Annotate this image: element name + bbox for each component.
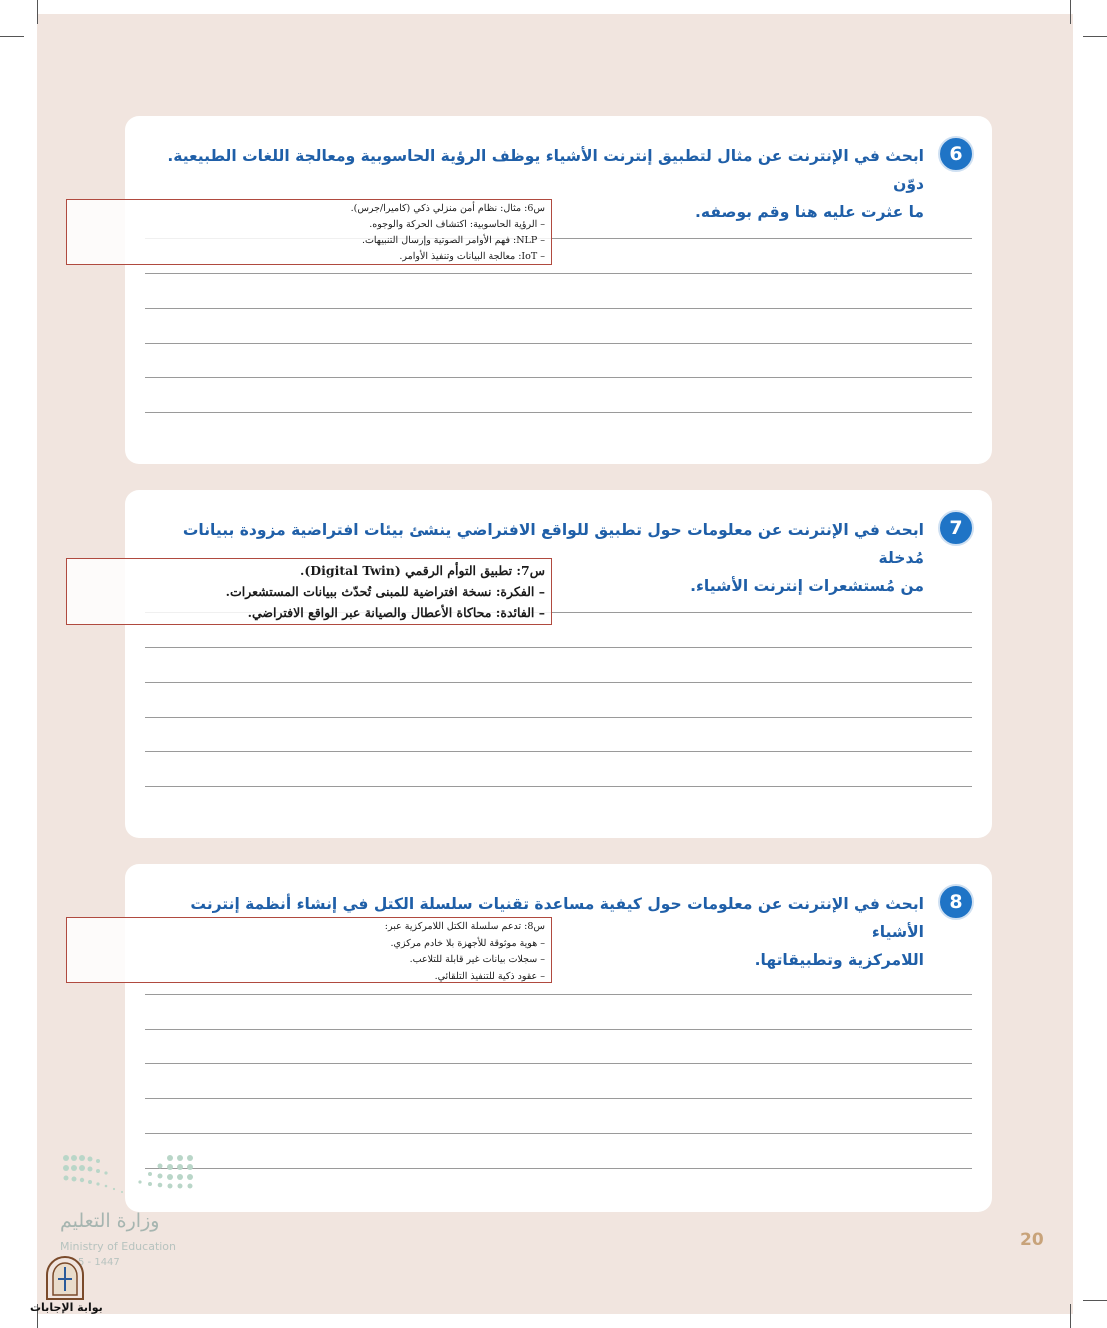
question-text-line-2: ما عثرت عليه هنا وقم بوصفه.: [695, 203, 924, 221]
answer-line: [145, 1168, 972, 1169]
answer-line-text: س8: تدعم سلسلة الكتل اللامركزية عبر:: [384, 921, 545, 932]
question-text-line-2: من مُستشعرات إنترنت الأشياء.: [690, 577, 924, 595]
answer-line: [145, 717, 972, 718]
edition-year: 5 - 1447: [78, 1257, 120, 1268]
ministry-logo-icon: [60, 1152, 200, 1202]
answer-line: [145, 647, 972, 648]
question-number-badge: 8: [938, 884, 974, 920]
ministry-name-arabic: وزارة التعليم: [60, 1210, 160, 1232]
answer-line: [145, 682, 972, 683]
answer-line: [145, 1098, 972, 1099]
question-number-badge: 7: [938, 510, 974, 546]
answer-box-8: [66, 917, 552, 983]
page-number: 20: [1020, 1230, 1044, 1250]
answer-box-6: [66, 199, 552, 265]
answer-line-text: – IoT: معالجة البيانات وتنفيذ الأوامر.: [399, 251, 545, 262]
portal-logo-icon: [43, 1255, 87, 1301]
answer-line-text: – NLP: فهم الأوامر الصوتية وإرسال التنبيهات.: [361, 235, 545, 246]
answer-line: [145, 1133, 972, 1134]
crop-mark: [37, 0, 38, 24]
answer-line-text: – هوية موثوقة للأجهزة بلا خادم مركزي.: [390, 937, 545, 949]
answer-line: [145, 273, 972, 274]
question-card-7: [125, 490, 992, 838]
crop-mark: [0, 36, 24, 37]
answer-line: [145, 994, 972, 995]
question-text-line-1: ابحث في الإنترنت عن معلومات حول كيفية مساعدة تقنيات سلسلة الكتل في إنشاء أنظمة إنترنت الأشياء: [190, 895, 924, 941]
question-text-line-1: ابحث في الإنترنت عن معلومات حول تطبيق للواقع الافتراضي ينشئ بيئات افتراضية مزودة ببيانات مُدخلة: [182, 521, 924, 567]
crop-mark: [1070, 0, 1071, 24]
crop-mark: [1083, 36, 1107, 37]
answer-line: [145, 412, 972, 413]
portal-label: بوابة الإجابات: [30, 1301, 103, 1314]
ministry-name-english: Ministry of Education: [60, 1240, 177, 1253]
answer-line-text: – عقود ذكية للتنفيذ التلقائي.: [434, 970, 545, 982]
answer-line-text: – الفائدة: محاكاة الأعطال والصيانة عبر الواقع الافتراضي.: [247, 605, 545, 620]
answer-line-text: – الرؤية الحاسوبية: اكتشاف الحركة والوجوه.: [369, 219, 545, 230]
answer-line: [145, 1063, 972, 1064]
question-text-line-2: اللامركزية وتطبيقاتها.: [754, 951, 924, 969]
answer-line: [145, 343, 972, 344]
answer-line-text: – سجلات بيانات غير قابلة للتلاعب.: [409, 954, 545, 965]
answer-line: [145, 377, 972, 378]
answer-line: [145, 1029, 972, 1030]
question-text-line-1: ابحث في الإنترنت عن مثال لتطبيق إنترنت الأشياء يوظف الرؤية الحاسوبية ومعالجة اللغات الطبيعية. دوّن: [167, 147, 924, 193]
crop-mark: [1083, 1300, 1107, 1301]
question-number-badge: 6: [938, 136, 974, 172]
answer-line-text: س6: مثال: نظام أمن منزلي ذكي (كاميرا/جرس).: [350, 203, 545, 214]
answer-box-7: [66, 558, 552, 625]
answer-line-text: – الفكرة: نسخة افتراضية للمبنى تُحدّث ببيانات المستشعرات.: [225, 584, 545, 599]
answer-line-text: س7: تطبيق التوأم الرقمي (Digital Twin).: [300, 563, 545, 578]
answer-line: [145, 751, 972, 752]
question-card-6: [125, 116, 992, 464]
answer-line: [145, 308, 972, 309]
answer-line: [145, 786, 972, 787]
crop-mark: [1070, 1304, 1071, 1328]
